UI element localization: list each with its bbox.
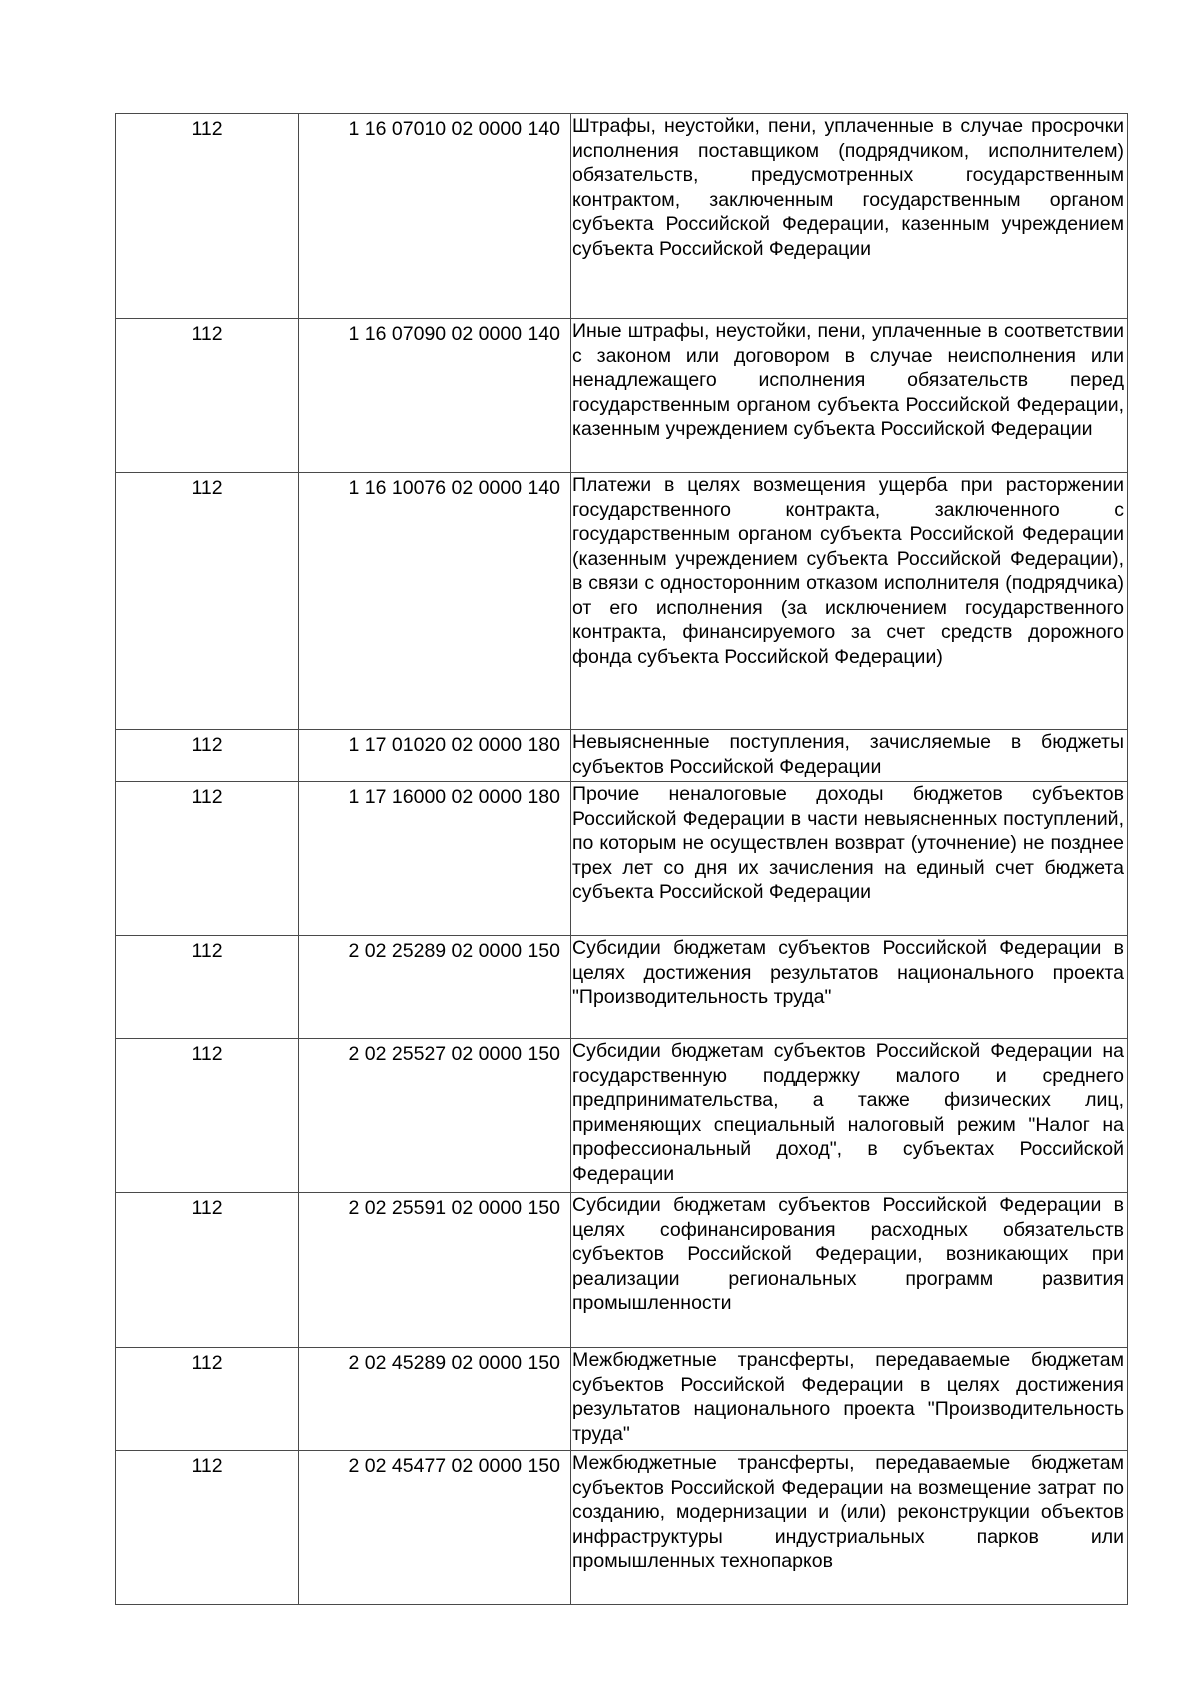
- revenue-name-cell: Платежи в целях возмещения ущерба при расторжении государственного контракта, заключенного с государственным органом субъекта Российской Федерации (казенным учреждением субъекта Российской Федерации), в связи с односторонним отказом исполнителя (подрядчика) от его исполнения (за исключением государственного контракта, финансируемого за счет средств дорожного фонда субъекта Российской Федерации): [571, 473, 1128, 730]
- table-row: [116, 319, 1128, 473]
- revenue-name-cell: Невыясненные поступления, зачисляемые в бюджеты субъектов Российской Федерации: [571, 730, 1128, 782]
- table-row: [116, 114, 1128, 319]
- revenue-name-cell: Субсидии бюджетам субъектов Российской Федерации на государственную поддержку малого и среднего предпринимательства, а также физических лиц, применяющих специальный налоговый режим "Налог на профессиональный доход", в субъектах Российской Федерации: [571, 1039, 1128, 1193]
- admin-code-cell: 112: [116, 473, 299, 730]
- admin-code-cell: 112: [116, 1451, 299, 1605]
- revenue-code-cell: 2 02 45477 02 0000 150: [299, 1451, 571, 1605]
- admin-code-cell: 112: [116, 782, 299, 936]
- admin-code-cell: 112: [116, 319, 299, 473]
- table-row: [116, 936, 1128, 1039]
- revenue-name-cell: Штрафы, неустойки, пени, уплаченные в случае просрочки исполнения поставщиком (подрядчиком, исполнителем) обязательств, предусмотренных государственным контрактом, заключенным государственным органом субъекта Российской Федерации, казенным учреждением субъекта Российской Федерации: [571, 114, 1128, 319]
- table-row: [116, 730, 1128, 782]
- revenue-name-cell: Иные штрафы, неустойки, пени, уплаченные в соответствии с законом или договором в случае неисполнения или ненадлежащего исполнения обязательств перед государственным органом субъекта Российской Федерации, казенным учреждением субъекта Российской Федерации: [571, 319, 1128, 473]
- revenue-name-cell: Субсидии бюджетам субъектов Российской Федерации в целях достижения результатов национального проекта "Производительность труда": [571, 936, 1128, 1039]
- revenue-name-cell: Межбюджетные трансферты, передаваемые бюджетам субъектов Российской Федерации на возмещение затрат по созданию, модернизации и (или) реконструкции объектов инфраструктуры индустриальных парков или промышленных технопарков: [571, 1451, 1128, 1605]
- table-row: [116, 1039, 1128, 1193]
- revenue-code-cell: 1 16 10076 02 0000 140: [299, 473, 571, 730]
- revenue-code-cell: 1 17 16000 02 0000 180: [299, 782, 571, 936]
- revenue-code-cell: 1 17 01020 02 0000 180: [299, 730, 571, 782]
- revenue-code-cell: 2 02 25289 02 0000 150: [299, 936, 571, 1039]
- admin-code-cell: 112: [116, 1193, 299, 1348]
- admin-code-cell: 112: [116, 730, 299, 782]
- admin-code-cell: 112: [116, 1348, 299, 1451]
- admin-code-cell: 112: [116, 1039, 299, 1193]
- revenue-name-cell: Межбюджетные трансферты, передаваемые бюджетам субъектов Российской Федерации в целях достижения результатов национального проекта "Производительность труда": [571, 1348, 1128, 1451]
- revenue-code-cell: 2 02 25591 02 0000 150: [299, 1193, 571, 1348]
- revenue-code-cell: 1 16 07090 02 0000 140: [299, 319, 571, 473]
- revenue-code-cell: 2 02 45289 02 0000 150: [299, 1348, 571, 1451]
- revenue-code-cell: 2 02 25527 02 0000 150: [299, 1039, 571, 1193]
- table-row: [116, 1348, 1128, 1451]
- table-row: [116, 1451, 1128, 1605]
- revenue-code-cell: 1 16 07010 02 0000 140: [299, 114, 571, 319]
- table-row: [116, 1193, 1128, 1348]
- revenue-codes-table: [115, 113, 1128, 1605]
- table-row: [116, 473, 1128, 730]
- admin-code-cell: 112: [116, 936, 299, 1039]
- revenue-name-cell: Субсидии бюджетам субъектов Российской Федерации в целях софинансирования расходных обязательств субъектов Российской Федерации, возникающих при реализации региональных программ развития промышленности: [571, 1193, 1128, 1348]
- revenue-name-cell: Прочие неналоговые доходы бюджетов субъектов Российской Федерации в части невыясненных поступлений, по которым не осуществлен возврат (уточнение) не позднее трех лет со дня их зачисления на единый счет бюджета субъекта Российской Федерации: [571, 782, 1128, 936]
- table-row: [116, 782, 1128, 936]
- admin-code-cell: 112: [116, 114, 299, 319]
